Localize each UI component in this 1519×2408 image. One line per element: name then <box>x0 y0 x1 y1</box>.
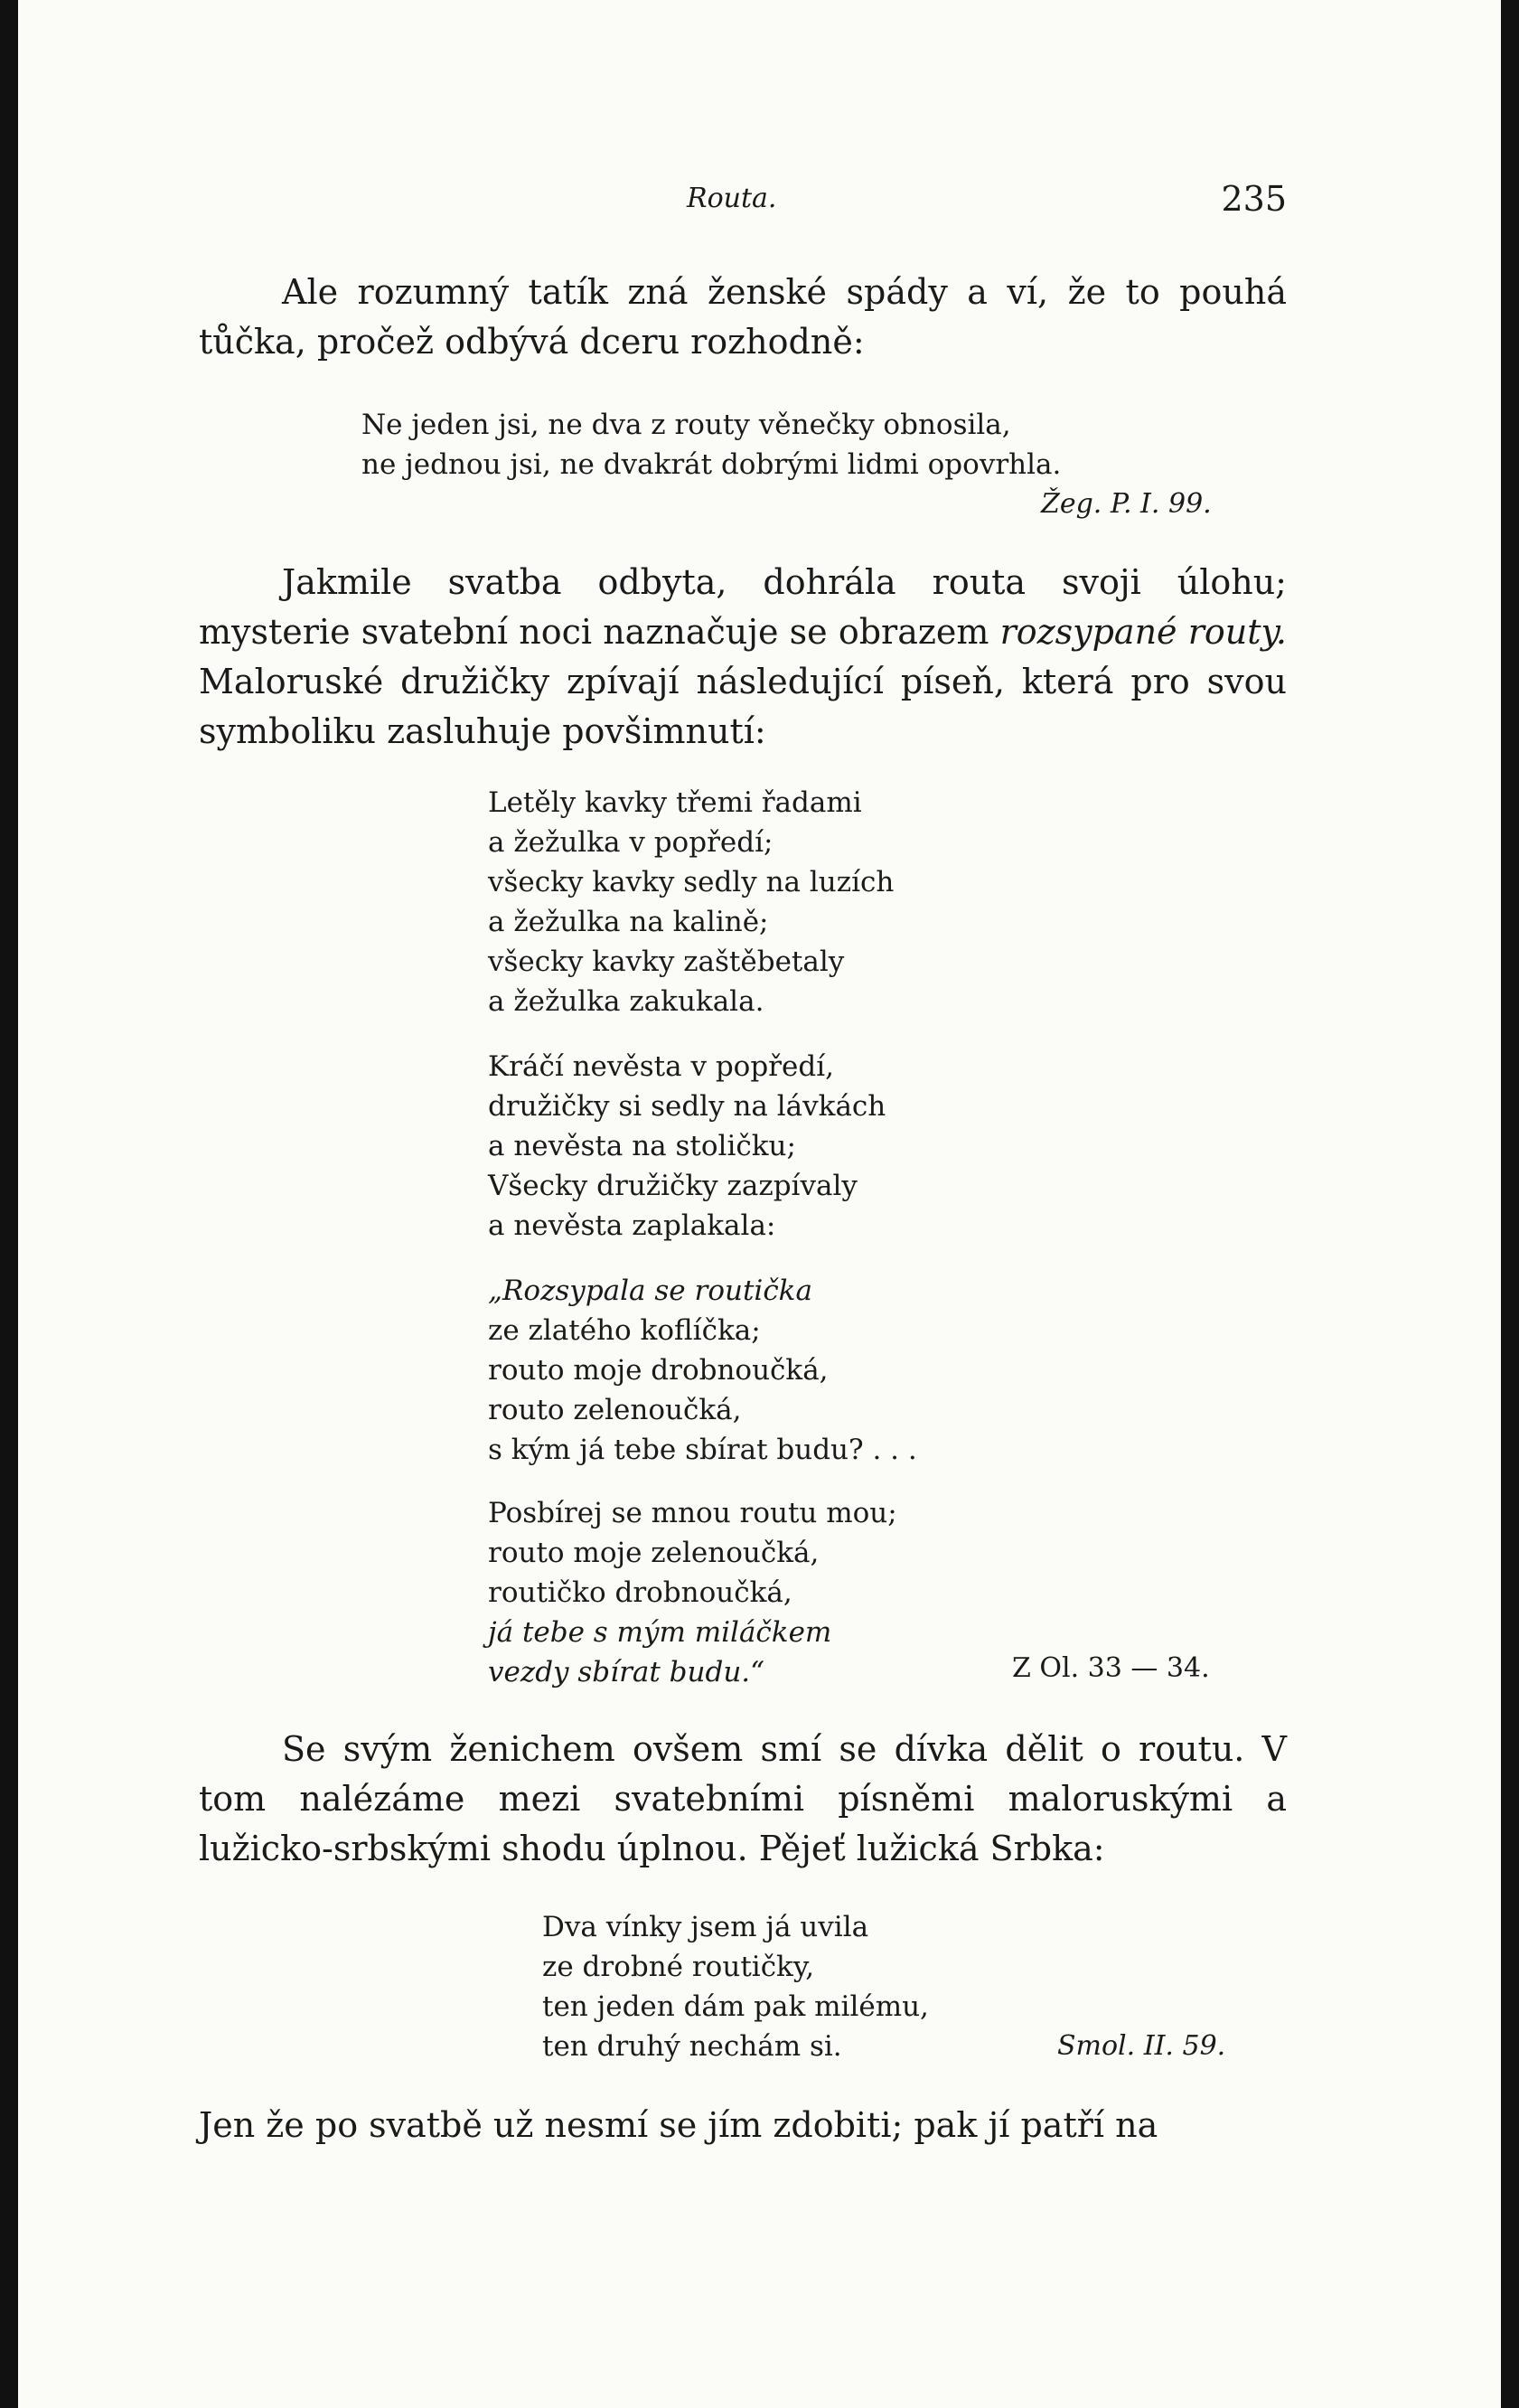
verse-line: ne jednou jsi, ne dvakrát dobrými lidmi opovrhla. <box>361 448 1062 481</box>
citation-2: Z Ol. 33 — 34. <box>1012 1652 1210 1684</box>
verse-line: vezdy sbírat budu.“ <box>488 1656 765 1688</box>
verse-line: routičko drobnoučká, <box>488 1576 792 1609</box>
verse-line: ze zlatého koflíčka; <box>488 1314 761 1347</box>
citation-1: Žeg. P. I. 99. <box>1041 488 1212 520</box>
song-stanza-2 <box>488 1047 886 1246</box>
paragraph-2-text-end: Maloruské družičky zpívají následující píseň, která pro svou symboliku zasluhuje povšimnutí: <box>199 662 1287 751</box>
verse-line: routo zelenoučká, <box>488 1394 742 1426</box>
verse-line: routo moje drobnoučká, <box>488 1354 829 1387</box>
song-stanza-4 <box>488 1493 897 1692</box>
verse-line: ten jeden dám pak milému, <box>542 1990 929 2023</box>
verse-line: družičky si sedly na lávkách <box>488 1090 886 1123</box>
song-stanza-3 <box>488 1271 917 1470</box>
verse-line: ten druhý nechám si. <box>542 2030 842 2063</box>
song-stanza-1 <box>488 783 894 1021</box>
verse-line: Kráčí nevěsta v popředí, <box>488 1050 834 1083</box>
verse-line: všecky kavky zaštěbetaly <box>488 945 845 978</box>
verse-line: a žežulka na kalině; <box>488 906 769 938</box>
verse-line: routo moje zelenoučká, <box>488 1537 820 1569</box>
paragraph-2 <box>199 558 1287 757</box>
verse-line: Letěly kavky třemi řadami <box>488 786 862 819</box>
verse-quote-3 <box>542 1907 929 2066</box>
verse-line: a nevěsta na stoličku; <box>488 1130 796 1162</box>
page-header <box>199 179 1287 233</box>
running-title: Routa. <box>687 183 777 214</box>
verse-line: a žežulka v popředí; <box>488 826 774 859</box>
verse-line: já tebe s mým miláčkem <box>488 1616 832 1649</box>
verse-line: ze drobné routičky, <box>542 1951 815 1983</box>
verse-line: všecky kavky sedly na luzích <box>488 866 895 898</box>
verse-line: s kým já tebe sbírat budu? . . . <box>488 1434 917 1466</box>
verse-line: Ne jeden jsi, ne dva z routy věnečky obnosila, <box>361 409 1011 441</box>
verse-line: Všecky družičky zazpívaly <box>488 1170 858 1202</box>
paragraph-1: Ale rozumný tatík zná ženské spády a ví, že to pouhá tůčka, pročež odbývá dceru rozhodně: <box>199 272 1287 362</box>
paragraph-2-italic: rozsypané routy. <box>999 612 1287 652</box>
citation-3: Smol. II. 59. <box>1057 2030 1226 2062</box>
page-number: 235 <box>1221 179 1287 219</box>
verse-line: Posbírej se mnou routu mou; <box>488 1497 897 1529</box>
verse-line: a nevěsta zaplakala: <box>488 1209 776 1242</box>
paragraph-2-text: Jakmile svatba odbyta, dohrála routa svoji úlohu; mysterie svatební noci naznačuje se obrazem <box>199 562 1287 652</box>
right-scan-border <box>1501 0 1519 2408</box>
book-page <box>18 0 1501 2408</box>
verse-line: „Rozsypala se routička <box>488 1275 812 1307</box>
verse-line: Dva vínky jsem já uvila <box>542 1911 869 1943</box>
paragraph-3: Se svým ženichem ovšem smí se dívka dělit o routu. V tom nalézáme mezi svatebními písněmi maloruskými a lužicko-srbskými shodu úplnou. Pějeť lužická Srbka: <box>199 1729 1287 1868</box>
verse-quote-1 <box>361 405 1061 484</box>
left-scan-border <box>0 0 18 2408</box>
verse-line: a žežulka zakukala. <box>488 985 764 1018</box>
paragraph-4: Jen že po svatbě už nesmí se jím zdobiti; pak jí patří na <box>199 2105 1158 2145</box>
